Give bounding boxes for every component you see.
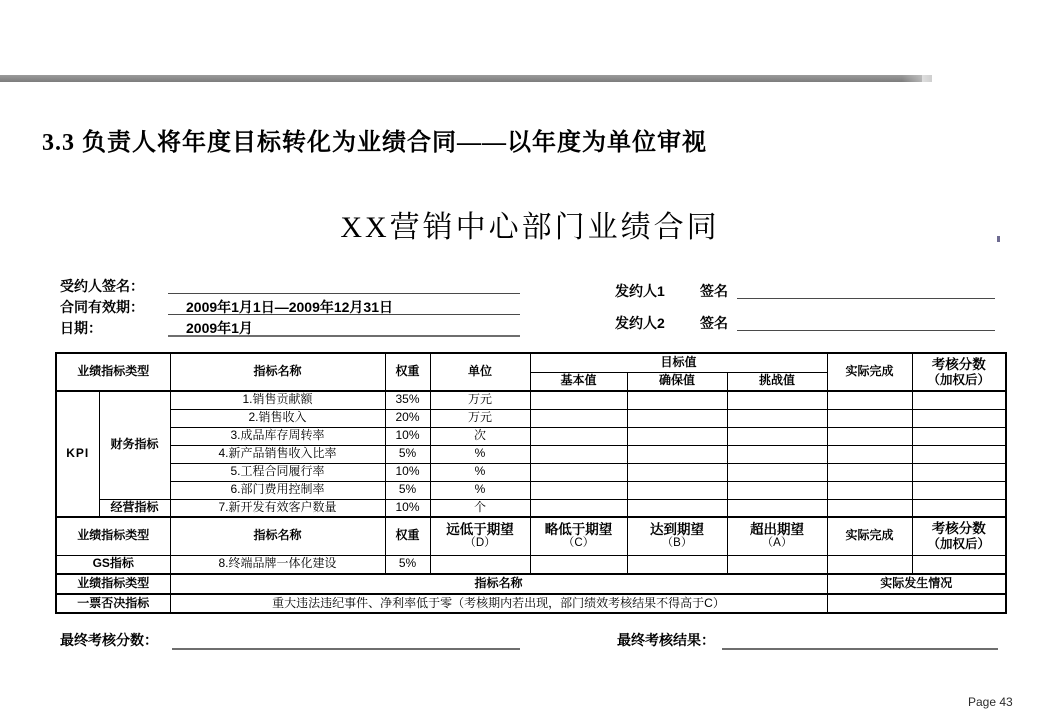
cell-score <box>912 391 1006 409</box>
col-header-actual-situation: 实际发生情况 <box>827 574 1006 594</box>
col-header-indicator-type-2: 业绩指标类型 <box>56 517 170 555</box>
cell-level-b <box>627 555 727 574</box>
line-contract-period <box>168 314 520 315</box>
cell-level-a <box>727 555 827 574</box>
col-header-target-value: 目标值 <box>530 353 827 372</box>
cell-assure <box>627 409 727 427</box>
label-final-score: 最终考核分数： <box>60 632 158 648</box>
line-contractor-1-sign <box>737 298 995 299</box>
col-header-level-b <box>627 517 727 555</box>
group-gs: GS指标 <box>56 555 170 574</box>
value-date: 2009年1月 <box>186 320 253 336</box>
indicator-name: 5.工程合同履行率 <box>170 463 385 481</box>
header-divider-bar <box>0 75 922 82</box>
score-header-line2: （加权后） <box>927 372 991 387</box>
col-header-indicator-name-3: 指标名称 <box>170 574 827 594</box>
cell-level-d <box>430 555 530 574</box>
cell-challenge <box>727 463 827 481</box>
label-contractee-signature: 受约人签名： <box>60 278 144 294</box>
score2-header-line1: 考核分数 <box>931 521 986 537</box>
table-row <box>56 427 1006 445</box>
indicator-unit: % <box>430 463 530 481</box>
cell-actual <box>827 555 912 574</box>
level-a-title: 超出期望 <box>750 521 805 537</box>
indicator-name: 1.销售贡献额 <box>170 391 385 409</box>
indicator-weight: 10% <box>385 463 430 481</box>
label-contractor-2-sign: 签名 <box>700 315 728 331</box>
indicator-name: 8.终端品牌一体化建设 <box>170 555 385 574</box>
table-header-row-1 <box>56 353 1006 372</box>
cell-challenge <box>727 445 827 463</box>
cell-score <box>912 499 1006 517</box>
cell-basic <box>530 481 627 499</box>
label-contractor-2: 发约人2 <box>615 315 665 331</box>
cell-veto-actual <box>827 594 1006 613</box>
table-row <box>56 391 1006 409</box>
cell-level-c <box>530 555 627 574</box>
group-finance: 财务指标 <box>99 391 170 499</box>
col-header-indicator-type-3: 业绩指标类型 <box>56 574 170 594</box>
cell-basic <box>530 463 627 481</box>
indicator-name: 4.新产品销售收入比率 <box>170 445 385 463</box>
indicator-name: 3.成品库存周转率 <box>170 427 385 445</box>
level-b-title: 达到期望 <box>650 521 705 537</box>
header-divider-bar-fade <box>902 75 932 82</box>
cell-challenge <box>727 481 827 499</box>
indicator-name: 2.销售收入 <box>170 409 385 427</box>
level-d-title: 远低于期望 <box>446 521 514 537</box>
label-contract-period: 合同有效期： <box>60 299 144 315</box>
col-header-level-d <box>430 517 530 555</box>
cell-actual <box>827 409 912 427</box>
level-c-grade: （C） <box>562 537 595 550</box>
col-header-indicator-type: 业绩指标类型 <box>56 353 170 391</box>
label-final-result: 最终考核结果： <box>617 632 715 648</box>
indicator-unit: % <box>430 481 530 499</box>
cell-score <box>912 555 1006 574</box>
cell-assure <box>627 427 727 445</box>
table-row <box>56 481 1006 499</box>
indicator-weight: 5% <box>385 445 430 463</box>
indicator-weight: 35% <box>385 391 430 409</box>
indicator-unit: 万元 <box>430 409 530 427</box>
cell-assure <box>627 499 727 517</box>
performance-contract-table <box>55 352 1007 614</box>
cell-actual <box>827 427 912 445</box>
page-number: Page 43 <box>968 695 1013 709</box>
score2-header-line2: （加权后） <box>927 536 991 551</box>
line-date <box>168 335 520 337</box>
cell-basic <box>530 445 627 463</box>
slide-title: 3.3 负责人将年度目标转化为业绩合同——以年度为单位审视 <box>42 130 707 156</box>
cell-assure <box>627 481 727 499</box>
label-date: 日期： <box>60 320 102 336</box>
level-c-title: 略低于期望 <box>544 521 613 537</box>
col-header-actual-2: 实际完成 <box>827 517 912 555</box>
cell-challenge <box>727 391 827 409</box>
indicator-weight: 5% <box>385 481 430 499</box>
cell-assure <box>627 463 727 481</box>
cell-basic <box>530 427 627 445</box>
cell-score <box>912 427 1006 445</box>
col-header-assure: 确保值 <box>627 372 727 391</box>
indicator-weight: 5% <box>385 555 430 574</box>
indicator-unit: 万元 <box>430 391 530 409</box>
label-contractor-1: 发约人1 <box>615 283 665 299</box>
col-header-weight: 权重 <box>385 353 430 391</box>
col-header-level-a <box>727 517 827 555</box>
cell-assure <box>627 445 727 463</box>
table-row-veto <box>56 594 1006 613</box>
line-contractee-signature <box>168 293 520 294</box>
col-header-indicator-name-2: 指标名称 <box>170 517 385 555</box>
cell-actual <box>827 499 912 517</box>
table-row <box>56 409 1006 427</box>
group-veto: 一票否决指标 <box>56 594 170 613</box>
level-a-grade: （A） <box>761 537 793 550</box>
cell-challenge <box>727 427 827 445</box>
line-final-score <box>172 648 520 650</box>
col-header-score-2 <box>912 517 1006 555</box>
table-header-row-4 <box>56 574 1006 594</box>
indicator-unit: 次 <box>430 427 530 445</box>
indicator-unit: % <box>430 445 530 463</box>
cell-challenge <box>727 499 827 517</box>
indicator-name: 7.新开发有效客户数量 <box>170 499 385 517</box>
cell-actual <box>827 481 912 499</box>
value-contract-period: 2009年1月1日—2009年12月31日 <box>186 299 394 315</box>
label-contractor-1-sign: 签名 <box>700 283 728 299</box>
table-row <box>56 463 1006 481</box>
table-header-row-3 <box>56 517 1006 555</box>
indicator-weight: 10% <box>385 499 430 517</box>
table-row <box>56 499 1006 517</box>
cell-score <box>912 463 1006 481</box>
indicator-weight: 20% <box>385 409 430 427</box>
table-row-gs <box>56 555 1006 574</box>
indicator-name: 6.部门费用控制率 <box>170 481 385 499</box>
cell-basic <box>530 499 627 517</box>
col-header-unit: 单位 <box>430 353 530 391</box>
veto-description: 重大违法违纪事件、净利率低于零（考核期内若出现，部门绩效考核结果不得高于C） <box>170 594 827 613</box>
col-header-score <box>912 353 1006 391</box>
col-header-weight-2: 权重 <box>385 517 430 555</box>
group-kpi: KPI <box>56 391 99 517</box>
line-contractor-2-sign <box>737 330 995 331</box>
col-header-challenge: 挑战值 <box>727 372 827 391</box>
contract-heading: XX营销中心部门业绩合同 <box>340 211 720 244</box>
col-header-basic: 基本值 <box>530 372 627 391</box>
group-operation: 经营指标 <box>99 499 170 517</box>
cell-score <box>912 409 1006 427</box>
level-b-grade: （B） <box>661 537 693 550</box>
cell-actual <box>827 445 912 463</box>
col-header-indicator-name: 指标名称 <box>170 353 385 391</box>
indicator-weight: 10% <box>385 427 430 445</box>
stray-mark-decoration <box>997 236 1000 242</box>
col-header-level-c <box>530 517 627 555</box>
cell-score <box>912 481 1006 499</box>
score-header-line1: 考核分数 <box>931 357 986 373</box>
cell-challenge <box>727 409 827 427</box>
cell-basic <box>530 391 627 409</box>
cell-assure <box>627 391 727 409</box>
cell-actual <box>827 391 912 409</box>
cell-score <box>912 445 1006 463</box>
table-row <box>56 445 1006 463</box>
level-d-grade: （D） <box>464 537 496 550</box>
cell-basic <box>530 409 627 427</box>
line-final-result <box>722 648 998 650</box>
col-header-actual: 实际完成 <box>827 353 912 391</box>
cell-actual <box>827 463 912 481</box>
indicator-unit: 个 <box>430 499 530 517</box>
